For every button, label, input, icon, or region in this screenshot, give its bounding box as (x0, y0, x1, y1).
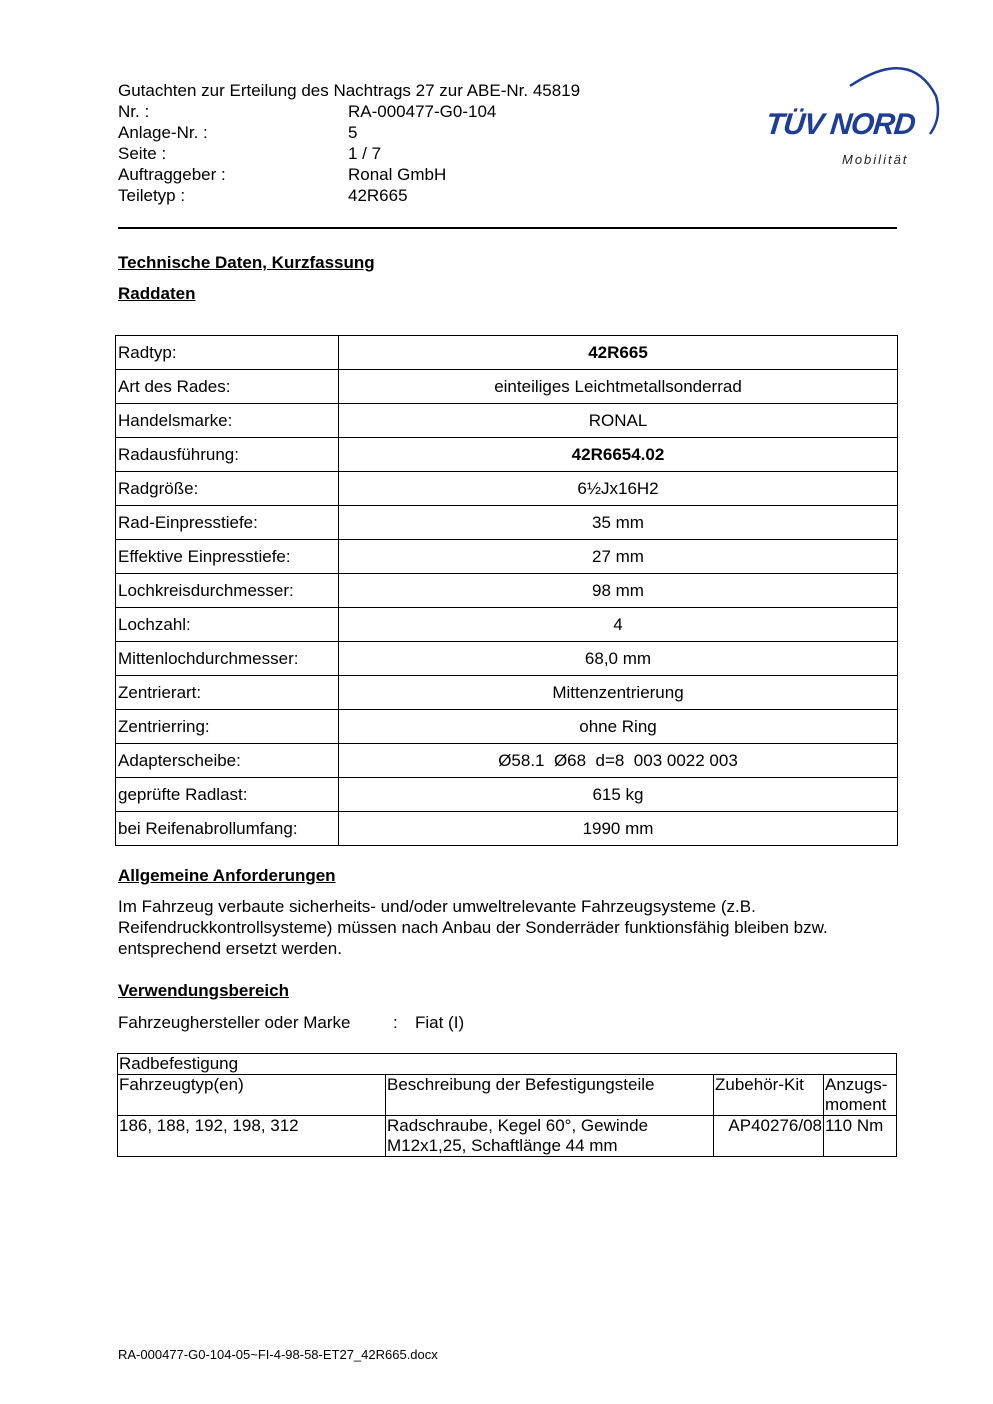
maker-line (118, 1012, 464, 1033)
header-row-teiletyp (118, 185, 496, 206)
table-row (116, 812, 898, 846)
header-value: 42R665 (348, 186, 408, 205)
row-label: Handelsmarke: (116, 404, 339, 438)
row-value: 68,0 mm (339, 642, 898, 676)
table-row (116, 404, 898, 438)
header-key: Seite : (118, 144, 167, 163)
row-label: Lochkreisdurchmesser: (116, 574, 339, 608)
row-value: einteiliges Leichtmetallsonderrad (339, 370, 898, 404)
row-label: Radgröße: (116, 472, 339, 506)
maker-colon: : (393, 1013, 398, 1032)
header-key: Nr. : (118, 102, 150, 121)
logo-brand: TÜV NORD (764, 108, 917, 141)
cell-description: Radschraube, Kegel 60°, Gewinde M12x1,25, Schaftlänge 44 mm (386, 1116, 714, 1157)
row-label: Lochzahl: (116, 608, 339, 642)
cell-torque: 110 Nm (824, 1116, 897, 1157)
tuv-nord-logo (760, 56, 950, 176)
row-value: 35 mm (339, 506, 898, 540)
table-row (116, 676, 898, 710)
cell-kit: AP40276/08 (714, 1116, 824, 1157)
header-row-nr (118, 101, 496, 122)
table-row (116, 744, 898, 778)
mounting-table (117, 1053, 897, 1157)
row-label: geprüfte Radlast: (116, 778, 339, 812)
row-value: 1990 mm (339, 812, 898, 846)
section-heading-raddaten: Raddaten (118, 284, 196, 303)
header-divider (118, 227, 897, 229)
cell-types: 186, 188, 192, 198, 312 (118, 1116, 386, 1157)
header-value: 5 (348, 123, 358, 142)
row-label: Zentrierart: (116, 676, 339, 710)
row-label: Rad-Einpresstiefe: (116, 506, 339, 540)
header-value: 1 / 7 (348, 144, 382, 163)
table-row (116, 472, 898, 506)
table-row (118, 1116, 897, 1157)
row-label: Adapterscheibe: (116, 744, 339, 778)
table-caption-row (118, 1054, 897, 1075)
table-row (116, 370, 898, 404)
header-cell: Beschreibung der Befestigungsteile (386, 1075, 714, 1116)
table-row (116, 506, 898, 540)
header-value: Ronal GmbH (348, 165, 447, 184)
row-value: ohne Ring (339, 710, 898, 744)
row-label: Mittenlochdurchmesser: (116, 642, 339, 676)
row-value: 42R665 (339, 336, 898, 370)
table-caption: Radbefestigung (118, 1054, 897, 1075)
row-label: Art des Rades: (116, 370, 339, 404)
row-value: 42R6654.02 (339, 438, 898, 472)
row-label: Effektive Einpresstiefe: (116, 540, 339, 574)
table-row (116, 438, 898, 472)
table-row (116, 574, 898, 608)
row-label: Radausführung: (116, 438, 339, 472)
row-label: Zentrierring: (116, 710, 339, 744)
logo-subtitle: Mobilität (842, 152, 909, 167)
footer-filename: RA-000477-G0-104-05~FI-4-98-58-ET27_42R665.docx (118, 1347, 438, 1362)
row-label: bei Reifenabrollumfang: (116, 812, 339, 846)
wheel-data-table (115, 335, 898, 846)
header-key: Anlage-Nr. : (118, 123, 208, 142)
table-row (116, 336, 898, 370)
table-row (116, 608, 898, 642)
table-header-row (118, 1075, 897, 1116)
row-value: 615 kg (339, 778, 898, 812)
header-row-seite (118, 143, 496, 164)
header-cell: Anzugs-moment (824, 1075, 897, 1116)
row-value: Ø58.1 Ø68 d=8 003 0022 003 (339, 744, 898, 778)
maker-label: Fahrzeughersteller oder Marke (118, 1013, 351, 1032)
table-row (116, 540, 898, 574)
row-value: Mittenzentrierung (339, 676, 898, 710)
header-value: RA-000477-G0-104 (348, 102, 497, 121)
header-row-anlage (118, 122, 496, 143)
header-cell: Zubehör-Kit (714, 1075, 824, 1116)
row-value: 27 mm (339, 540, 898, 574)
maker-value: Fiat (I) (415, 1013, 465, 1032)
table-row (116, 710, 898, 744)
report-title: Gutachten zur Erteilung des Nachtrags 27 zur ABE-Nr. 45819 (118, 81, 581, 100)
row-value: 4 (339, 608, 898, 642)
header-key: Auftraggeber : (118, 165, 226, 184)
header-row-auftraggeber (118, 164, 496, 185)
section-heading-technical: Technische Daten, Kurzfassung (118, 253, 375, 272)
row-value: RONAL (339, 404, 898, 438)
table-row (116, 642, 898, 676)
requirements-text: Im Fahrzeug verbaute sicherheits- und/oder umweltrelevante Fahrzeugsysteme (z.B. Reifendruckkontrollsysteme) müssen nach Anbau der Sonderräder funktionsfähig bleiben bzw. entsprechend ersetzt werden. (118, 897, 828, 958)
section-heading-usage: Verwendungsbereich (118, 981, 289, 1000)
table-row (116, 778, 898, 812)
header-fields (118, 101, 496, 206)
header-key: Teiletyp : (118, 186, 186, 205)
section-heading-requirements: Allgemeine Anforderungen (118, 866, 336, 885)
row-value: 6½Jx16H2 (339, 472, 898, 506)
row-label: Radtyp: (116, 336, 339, 370)
header-cell: Fahrzeugtyp(en) (118, 1075, 386, 1116)
row-value: 98 mm (339, 574, 898, 608)
